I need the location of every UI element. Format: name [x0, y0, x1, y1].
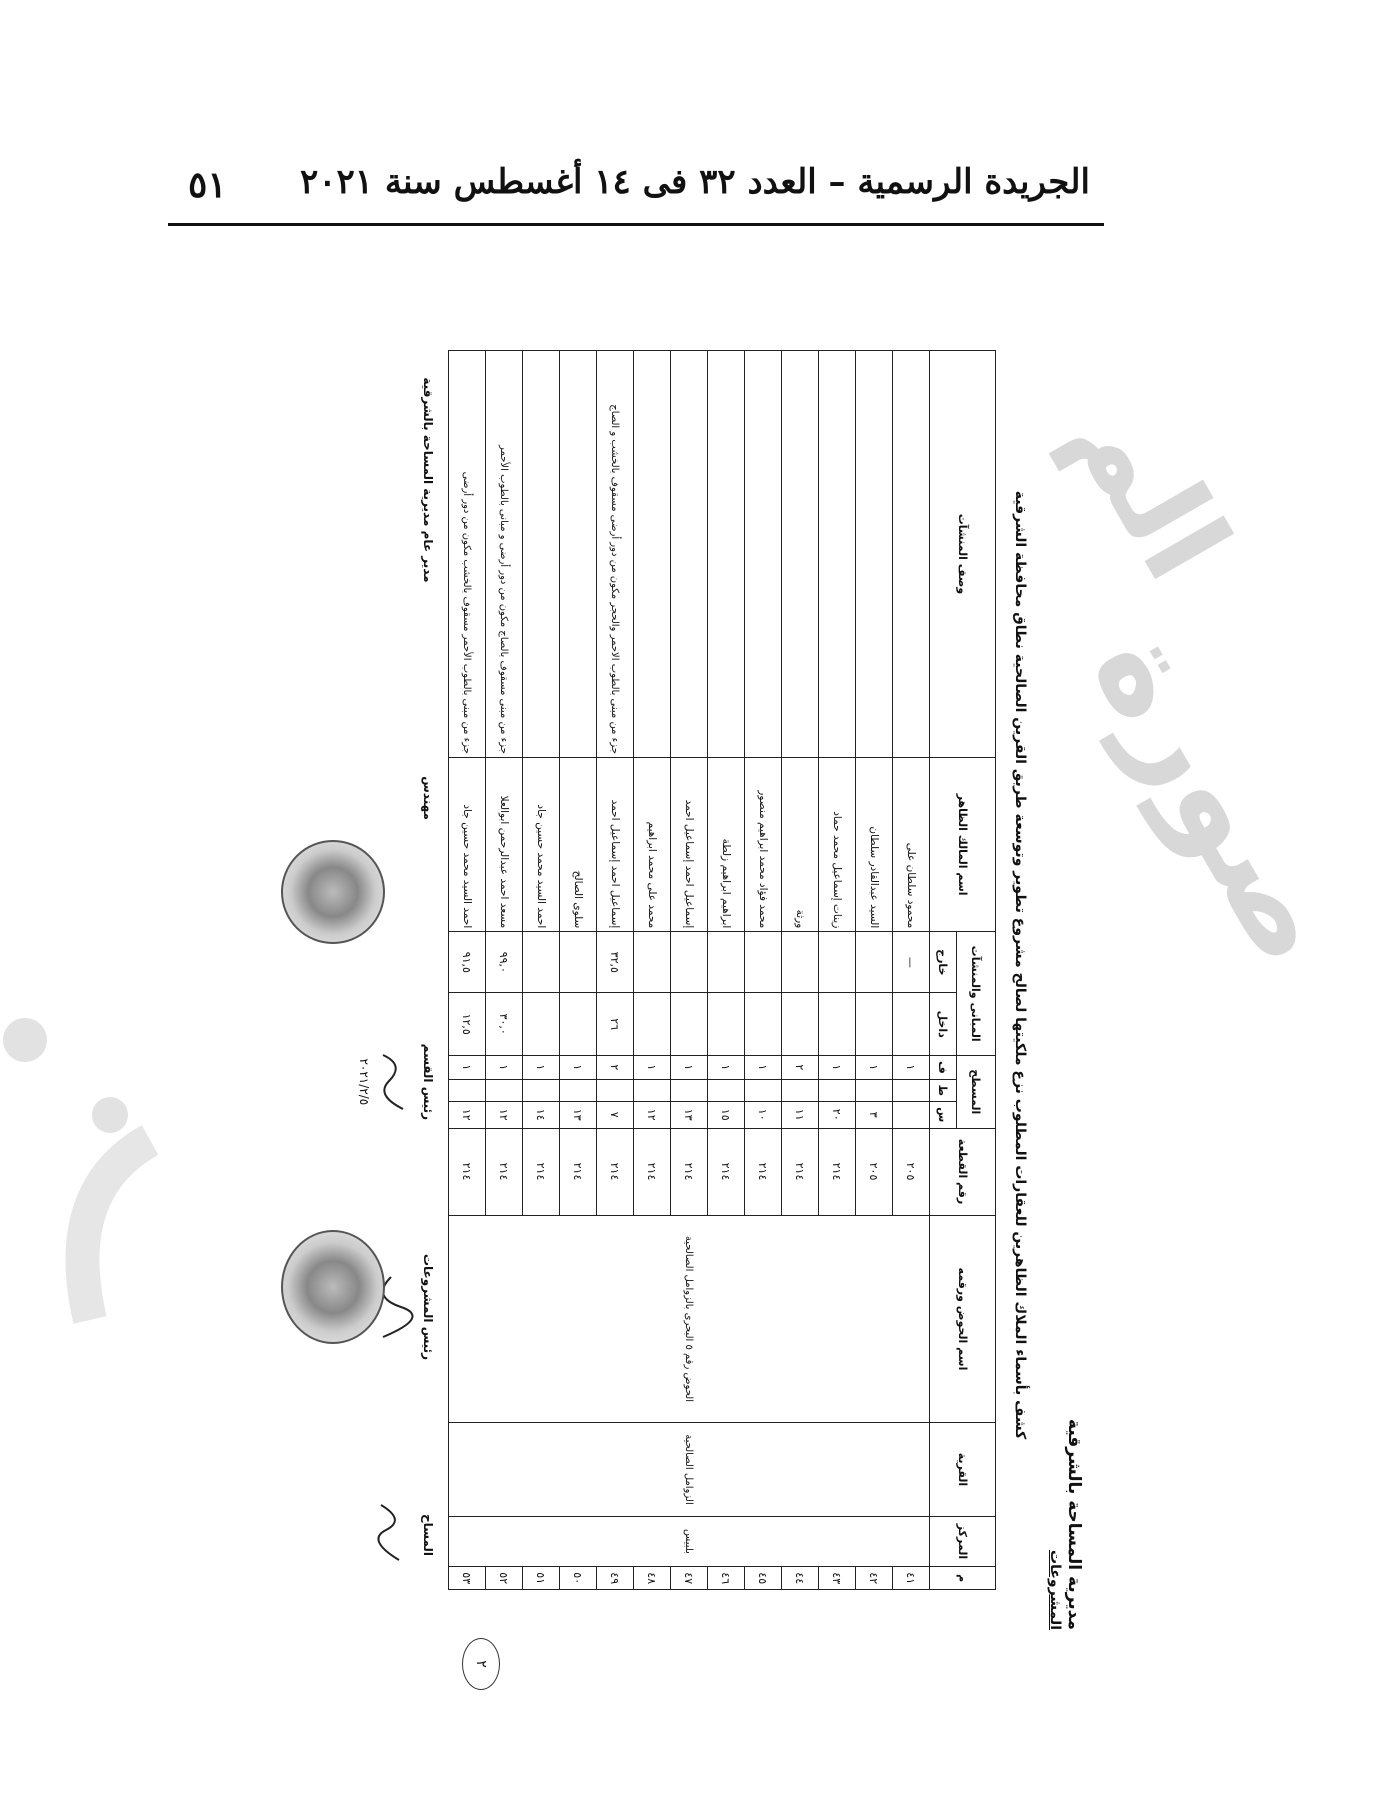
document-body	[160, 290, 1090, 1668]
row-area-s: ٧	[597, 1101, 634, 1128]
owners-table	[448, 350, 996, 1590]
row-parcel: ٢١٤	[449, 1128, 486, 1215]
page-number: ٥١	[188, 164, 227, 206]
row-area-s: ١٤	[523, 1101, 560, 1128]
row-area-s: ١٢	[634, 1101, 671, 1128]
row-outside: ٩٩,٠	[486, 932, 523, 993]
header-rule	[168, 223, 1104, 226]
signature-dept-head	[357, 1044, 435, 1120]
row-area-t	[523, 1079, 560, 1101]
signature-label: مدير عام مديرية المساحة بالشرقية	[421, 377, 435, 583]
row-area-f: ١	[708, 1055, 745, 1079]
signature-label: رئيس القسم	[421, 1043, 435, 1120]
row-outside	[856, 932, 893, 993]
row-num: ٥٢	[486, 1567, 523, 1590]
row-description	[634, 351, 671, 758]
row-description	[893, 351, 930, 758]
row-area-t	[856, 1079, 893, 1101]
row-area-f: ١	[449, 1055, 486, 1079]
row-parcel: ٢١٤	[597, 1128, 634, 1215]
row-num: ٥٠	[560, 1567, 597, 1590]
col-area: المسطح	[957, 1055, 996, 1128]
col-markaz: المركز	[930, 1516, 996, 1567]
row-inside	[745, 993, 782, 1056]
row-description	[856, 351, 893, 758]
col-village: القرية	[930, 1423, 996, 1516]
row-area-f: ٢	[597, 1055, 634, 1079]
row-parcel: ٢١٤	[634, 1128, 671, 1215]
row-area-s: ١١	[782, 1101, 819, 1128]
row-num: ٤٧	[671, 1567, 708, 1590]
row-owner: محمود سلطان على	[893, 758, 930, 932]
row-area-t	[486, 1079, 523, 1101]
org-name: مديرية المساحة بالشرقية	[1064, 1418, 1084, 1630]
row-area-s: ١٢	[449, 1101, 486, 1128]
official-seal-icon	[281, 840, 385, 944]
merged-village: الزوامل الصالحية	[449, 1423, 930, 1516]
row-area-t	[782, 1079, 819, 1101]
row-owner: زينات إسماعيل محمد حماد	[819, 758, 856, 932]
row-outside: —	[893, 932, 930, 993]
signature-label: رئيس المشروعات	[421, 1253, 435, 1360]
row-parcel: ٢١٤	[560, 1128, 597, 1215]
row-inside	[708, 993, 745, 1056]
row-num: ٤٢	[856, 1567, 893, 1590]
col-area-s: س	[930, 1101, 957, 1128]
row-parcel: ٢١٤	[671, 1128, 708, 1215]
row-parcel: ٢١٤	[708, 1128, 745, 1215]
page-header	[168, 150, 1104, 220]
col-description: وصف المنشآت	[930, 351, 996, 758]
row-outside	[708, 932, 745, 993]
row-owner: إسماعيل احمد إسماعيل احمد	[671, 758, 708, 932]
row-num: ٤٦	[708, 1567, 745, 1590]
official-seal-icon	[281, 1230, 385, 1344]
row-owner: السيد عبدالقادر سلطان	[856, 758, 893, 932]
row-parcel: ٢٠٥	[893, 1128, 930, 1215]
row-area-f: ١	[486, 1055, 523, 1079]
row-area-f: ١	[523, 1055, 560, 1079]
row-owner: محمد فؤاد محمد ابراهيم منصور	[745, 758, 782, 932]
signature-date: ٢٠٢١/٢/٥	[357, 1058, 371, 1106]
row-outside: ٣٢,٥	[597, 932, 634, 993]
row-description	[560, 351, 597, 758]
row-area-t	[708, 1079, 745, 1101]
row-area-f: ١	[893, 1055, 930, 1079]
col-area-f: ف	[930, 1055, 957, 1079]
row-description	[819, 351, 856, 758]
row-outside	[634, 932, 671, 993]
row-description: جزء من مبنى مسقوف بالصاج مكون من دور أرضى و مبانى بالطوب الأحمر	[486, 351, 523, 758]
signature-icon	[371, 1500, 411, 1570]
document-organization	[1045, 1419, 1084, 1630]
row-area-s: ١٠	[745, 1101, 782, 1128]
row-area-s: ٣	[856, 1101, 893, 1128]
row-parcel: ٢١٤	[782, 1128, 819, 1215]
row-area-f: ١	[560, 1055, 597, 1079]
row-inside	[560, 993, 597, 1056]
row-inside: ٢٦	[597, 993, 634, 1056]
row-inside	[819, 993, 856, 1056]
row-inside: ١٢,٥	[449, 993, 486, 1056]
row-owner: احمد السيد محمد حسين جاد	[449, 758, 486, 932]
signatures-row	[205, 350, 435, 1590]
row-outside	[819, 932, 856, 993]
merged-basin: الحوض رقم ٥ البحرى بالزوامل الصالحية	[449, 1215, 930, 1423]
row-parcel: ٢١٤	[486, 1128, 523, 1215]
row-area-t	[634, 1079, 671, 1101]
page-mark: ٢	[462, 1638, 500, 1690]
row-area-s: ١٣	[671, 1101, 708, 1128]
owners-table-body	[449, 351, 930, 1590]
row-area-t	[819, 1079, 856, 1101]
row-outside: ٩١,٥	[449, 932, 486, 993]
row-num: ٤٤	[782, 1567, 819, 1590]
row-description	[523, 351, 560, 758]
document-title: كشف بأسماء الملاك الظاهرين للعقارات المطلوب نزع ملكيتها لصالح مشروع تطوير وتوسعة طريق القرين الصالحية نطاق محافظة الشرقية	[1012, 490, 1028, 1440]
row-num: ٤٨	[634, 1567, 671, 1590]
row-outside	[782, 932, 819, 993]
col-area-t: ط	[930, 1079, 957, 1101]
row-area-f: ٢	[782, 1055, 819, 1079]
merged-markaz: بلبيس	[449, 1516, 930, 1567]
row-inside	[523, 993, 560, 1056]
row-area-s	[893, 1101, 930, 1128]
row-description	[671, 351, 708, 758]
row-description	[782, 351, 819, 758]
row-inside	[893, 993, 930, 1056]
row-area-t	[597, 1079, 634, 1101]
col-basin: اسم الحوض ورقمه	[930, 1215, 996, 1423]
org-department: المشروعات	[1046, 1550, 1063, 1630]
signature-label: مهندس	[421, 776, 435, 820]
signature-icon	[371, 1047, 411, 1117]
row-owner: ابراهيم ابراهيم زلطة	[708, 758, 745, 932]
watermark-text-1: الم	[1044, 376, 1256, 603]
col-inside: داخل	[930, 993, 957, 1056]
row-num: ٤٥	[745, 1567, 782, 1590]
signature-director	[421, 370, 435, 590]
row-num: ٤٣	[819, 1567, 856, 1590]
watermark-text-2: صورة	[1063, 602, 1375, 990]
row-num: ٥١	[523, 1567, 560, 1590]
row-owner: محمد على محمد ابراهيم	[634, 758, 671, 932]
row-parcel: ٢١٤	[819, 1128, 856, 1215]
table-row	[893, 351, 930, 1590]
row-area-f: ١	[745, 1055, 782, 1079]
row-area-s: ٢٠	[819, 1101, 856, 1128]
row-outside	[745, 932, 782, 993]
row-num: ٤١	[893, 1567, 930, 1590]
scanned-document	[150, 285, 1100, 1668]
row-area-f: ١	[856, 1055, 893, 1079]
row-description	[745, 351, 782, 758]
col-num: م	[930, 1567, 996, 1590]
row-outside	[671, 932, 708, 993]
row-area-t	[560, 1079, 597, 1101]
row-owner: سلوى الصالح	[560, 758, 597, 932]
row-description: جزء من مبنى بالطوب الأحمر مسقوف بالخشب مكون من دور أرضى	[449, 351, 486, 758]
row-outside	[560, 932, 597, 993]
row-description: جزء من مبنى بالطوب الاحمر والحجر مكون من دور أرضى مسقوف بالخشب و الصاج	[597, 351, 634, 758]
row-owner: إسماعيل احمد إسماعيل احمد	[597, 758, 634, 932]
gazette-title: الجريدة الرسمية – العدد ٣٢ فى ١٤ أغسطس سنة ٢٠٢١	[299, 162, 1090, 202]
row-owner: مسعد احمد عبدالرحمن ابوالعلا	[486, 758, 523, 932]
row-owner: احمد السيد محمد حسين جاد	[523, 758, 560, 932]
row-area-t	[745, 1079, 782, 1101]
row-area-s: ١٣	[560, 1101, 597, 1128]
row-area-f: ١	[819, 1055, 856, 1079]
row-outside	[523, 932, 560, 993]
row-inside	[634, 993, 671, 1056]
row-inside	[856, 993, 893, 1056]
col-buildings: المبانى والمنشآت	[957, 932, 996, 1056]
row-owner: ورثة	[782, 758, 819, 932]
row-parcel: ٢٠٥	[856, 1128, 893, 1215]
row-area-t	[671, 1079, 708, 1101]
row-inside	[782, 993, 819, 1056]
row-num: ٤٩	[597, 1567, 634, 1590]
row-area-s: ١٥	[708, 1101, 745, 1128]
row-area-f: ١	[634, 1055, 671, 1079]
col-parcel: رقم القطعة	[930, 1128, 996, 1215]
signature-surveyor	[371, 1500, 435, 1570]
col-outside: خارج	[930, 932, 957, 993]
signature-label: المساح	[421, 1513, 435, 1557]
row-inside: ٣٠,٠	[486, 993, 523, 1056]
row-parcel: ٢١٤	[523, 1128, 560, 1215]
row-area-t	[893, 1079, 930, 1101]
row-area-f: ١	[671, 1055, 708, 1079]
row-area-s: ١٢	[486, 1101, 523, 1128]
row-num: ٥٣	[449, 1567, 486, 1590]
row-area-t	[449, 1079, 486, 1101]
row-description	[708, 351, 745, 758]
signature-engineer	[421, 776, 435, 820]
row-inside	[671, 993, 708, 1056]
col-owner: اسم المالك الظاهر	[930, 758, 996, 932]
row-parcel: ٢١٤	[745, 1128, 782, 1215]
